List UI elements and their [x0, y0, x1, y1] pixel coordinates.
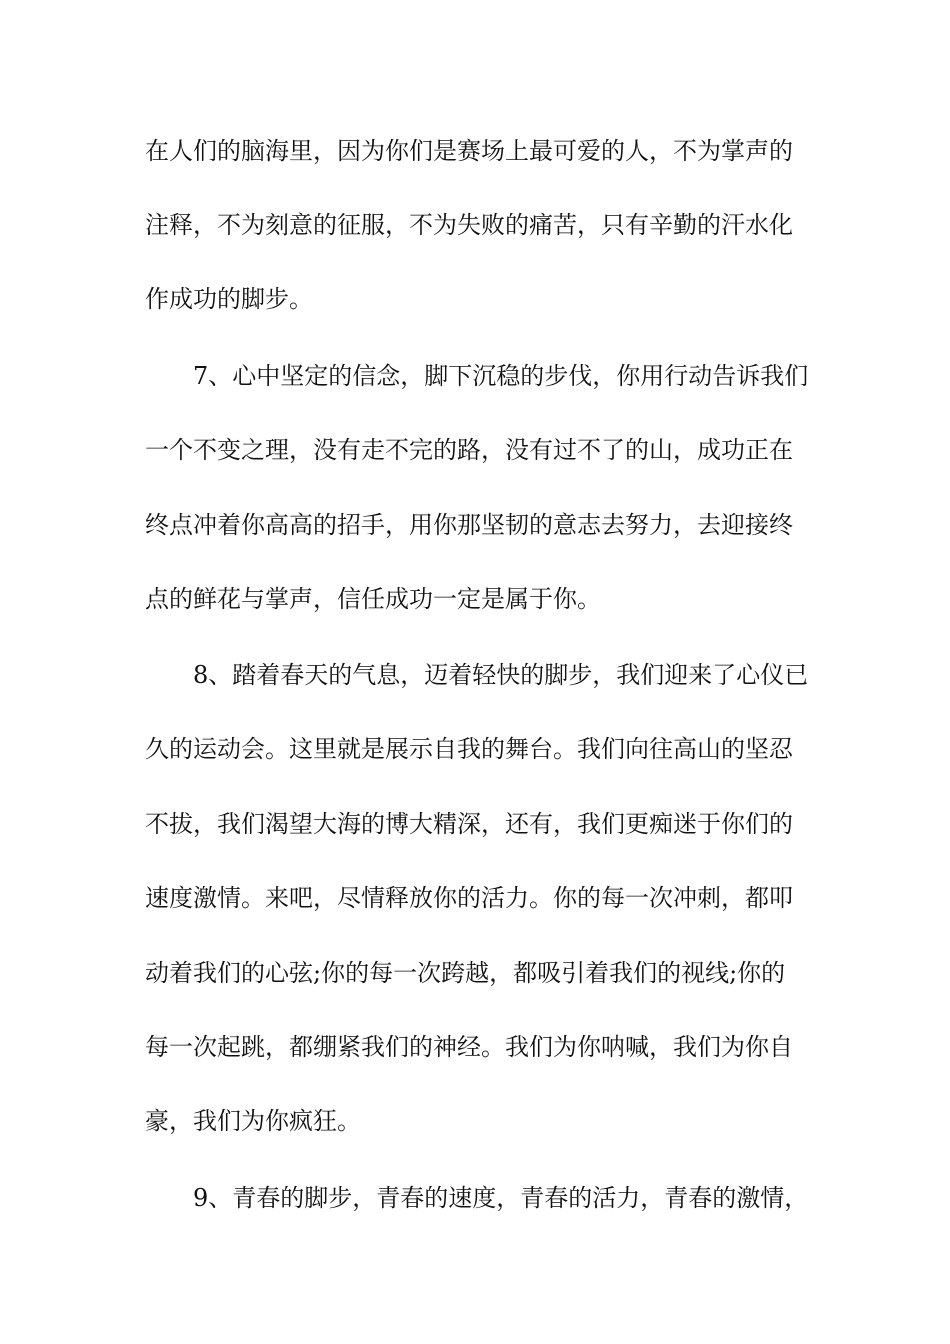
- text-line: 作成功的脚步。: [145, 285, 313, 313]
- text-line: 每一次起跳，都绷紧我们的神经。我们为你呐喊，我们为你自: [145, 1033, 793, 1061]
- text-line: 一个不变之理，没有走不完的路，没有过不了的山，成功正在: [145, 436, 793, 464]
- paragraph-9-start: 9、青春的脚步，青春的速度，青春的活力，青春的激情，: [193, 1184, 809, 1212]
- text-line: 动着我们的心弦;你的每一次跨越，都吸引着我们的视线;你的: [145, 959, 786, 987]
- text-line: 终点冲着你高高的招手，用你那坚韧的意志去努力，去迎接终: [145, 511, 793, 539]
- text-line: 注释，不为刻意的征服，不为失败的痛苦，只有辛勤的汗水化: [145, 211, 793, 239]
- paragraph-8-start: 8、踏着春天的气息，迈着轻快的脚步，我们迎来了心仪已: [193, 661, 809, 689]
- text-line: 在人们的脑海里，因为你们是赛场上最可爱的人，不为掌声的: [145, 137, 793, 165]
- text-line: 豪，我们为你疯狂。: [145, 1107, 361, 1135]
- text-line: 不拔，我们渴望大海的博大精深，还有，我们更痴迷于你们的: [145, 810, 793, 838]
- text-line: 久的运动会。这里就是展示自我的舞台。我们向往高山的坚忍: [145, 735, 793, 763]
- text-line: 速度激情。来吧，尽情释放你的活力。你的每一次冲刺，都叩: [145, 884, 793, 912]
- text-line: 点的鲜花与掌声，信任成功一定是属于你。: [145, 585, 601, 613]
- paragraph-7-start: 7、心中坚定的信念，脚下沉稳的步伐，你用行动告诉我们: [193, 362, 809, 390]
